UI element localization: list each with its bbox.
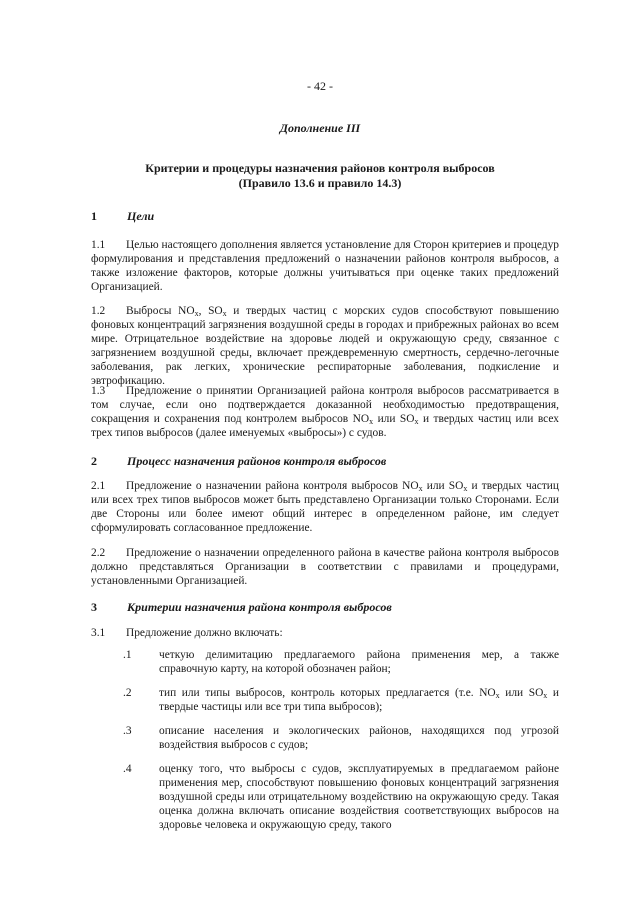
section-heading-1 (91, 209, 154, 223)
text-run: Предложение о назначении района контроля выбросов NO (126, 480, 419, 492)
section-number: 1 (91, 209, 97, 223)
text-run: и твердых частиц или всех трех типов выбросов (далее именуемых «выбросы») с судов. (91, 413, 559, 439)
list-item-number: .2 (123, 687, 132, 699)
title-line-2: (Правило 13.6 и правило 14.3) (238, 176, 402, 190)
paragraph-number: 2.1 (91, 480, 106, 492)
subscript: x (543, 691, 548, 700)
text-run: и твердых частиц с морских судов способствуют повышению фоновых концентраций загрязнения воздушной среды в городах и прибрежных районах во всем мире. Отрицательное воздействие на здоровье людей и окружающую среду, связанное с загрязнением воздушной среды, включает преждевременную смертность, сердечно-легочные заболевания, рак легких, хронические респираторные заболевания, подкисление и эвтрофикацию. (91, 305, 559, 387)
text-run: и твердые частицы или все три типа выбросов); (159, 687, 559, 713)
paragraph-1-2 (91, 304, 559, 388)
paragraph-1-1 (91, 238, 559, 294)
section-title: Процесс назначения районов контроля выбросов (127, 454, 387, 468)
paragraph-number: 3.1 (91, 627, 106, 639)
text-run: Выбросы NO (126, 305, 195, 317)
subscript: x (414, 417, 419, 426)
text-run: или SO (373, 413, 415, 425)
list-item-text (159, 686, 559, 714)
subscript: x (418, 484, 423, 493)
paragraph-number: 1.2 (91, 305, 106, 317)
list-item-text: четкую делимитацию предлагаемого района применения мер, а также справочную карту, на которой обозначен район; (159, 649, 559, 675)
list-item-number: .3 (123, 725, 132, 737)
paragraph-2-1 (91, 479, 559, 535)
paragraph-number: 1.3 (91, 385, 106, 397)
paragraph-text: Предложение о назначении определенного района в качестве района контроля выбросов должно представляться Организации в соответствии с правилами и процедурами, установленными Организацией. (91, 547, 559, 587)
text-run: или SO (422, 480, 464, 492)
annex-title: Дополнение III (279, 121, 361, 135)
list-item-number: .4 (123, 763, 132, 775)
section-title: Цели (127, 209, 155, 223)
paragraph-text: Предложение должно включать: (126, 627, 283, 639)
text-run: и твердых частиц или всех трех типов выбросов может быть представлено Организации только Сторонами. Если две Стороны или более имеют общий интерес в определенном районе, им следует сформулировать согласованное предложение. (91, 480, 559, 534)
subscript: x (222, 309, 227, 318)
list-item-text: описание населения и экологических районов, находящихся под угрозой воздействия выбросов с судов; (159, 725, 559, 751)
section-number: 3 (91, 600, 97, 614)
page-number: - 42 - (307, 79, 333, 93)
text-run: Предложение о принятии Организацией района контроля выбросов рассматривается в том случае, если оно подтверждается доказанной необходимостью предотвращения, сокращения и сохранения под контролем выбросов NO (91, 385, 559, 425)
paragraph-number: 1.1 (91, 239, 106, 251)
text-run: тип или типы выбросов, контроль которых предлагается (т.е. NO (159, 687, 496, 699)
subscript: x (463, 484, 468, 493)
subscript: x (369, 417, 374, 426)
document-title (0, 161, 640, 191)
section-number: 2 (91, 454, 97, 468)
subscript: x (194, 309, 199, 318)
text-run: или SO (499, 687, 544, 699)
paragraph-number: 2.2 (91, 547, 106, 559)
paragraph-text: Целью настоящего дополнения является установление для Сторон критериев и процедур формулирования и представления предложений о назначении районов контроля выбросов, а также изложение факторов, которые должны учитываться при оценке таких предложений Организацией. (91, 239, 559, 293)
title-line-1: Критерии и процедуры назначения районов контроля выбросов (145, 161, 495, 175)
list-item-text: оценку того, что выбросы с судов, эксплуатируемых в предлагаемом районе применения мер, способствуют повышению фоновых концентраций загрязнения воздушной среды или отрицательному воздействию на окружающую среду. Такая оценка должна включать описание воздействия соответствующих выбросов на здоровье человека и окружающую среду, такого (159, 763, 559, 831)
section-heading-2 (91, 454, 386, 468)
paragraph-2-2 (91, 546, 559, 588)
list-item-number: .1 (123, 649, 132, 661)
text-run: , SO (198, 305, 223, 317)
subscript: x (495, 691, 500, 700)
section-title: Критерии назначения района контроля выбросов (127, 600, 392, 614)
section-heading-3 (91, 600, 392, 614)
paragraph-3-1 (91, 626, 559, 640)
paragraph-1-3 (91, 384, 559, 440)
